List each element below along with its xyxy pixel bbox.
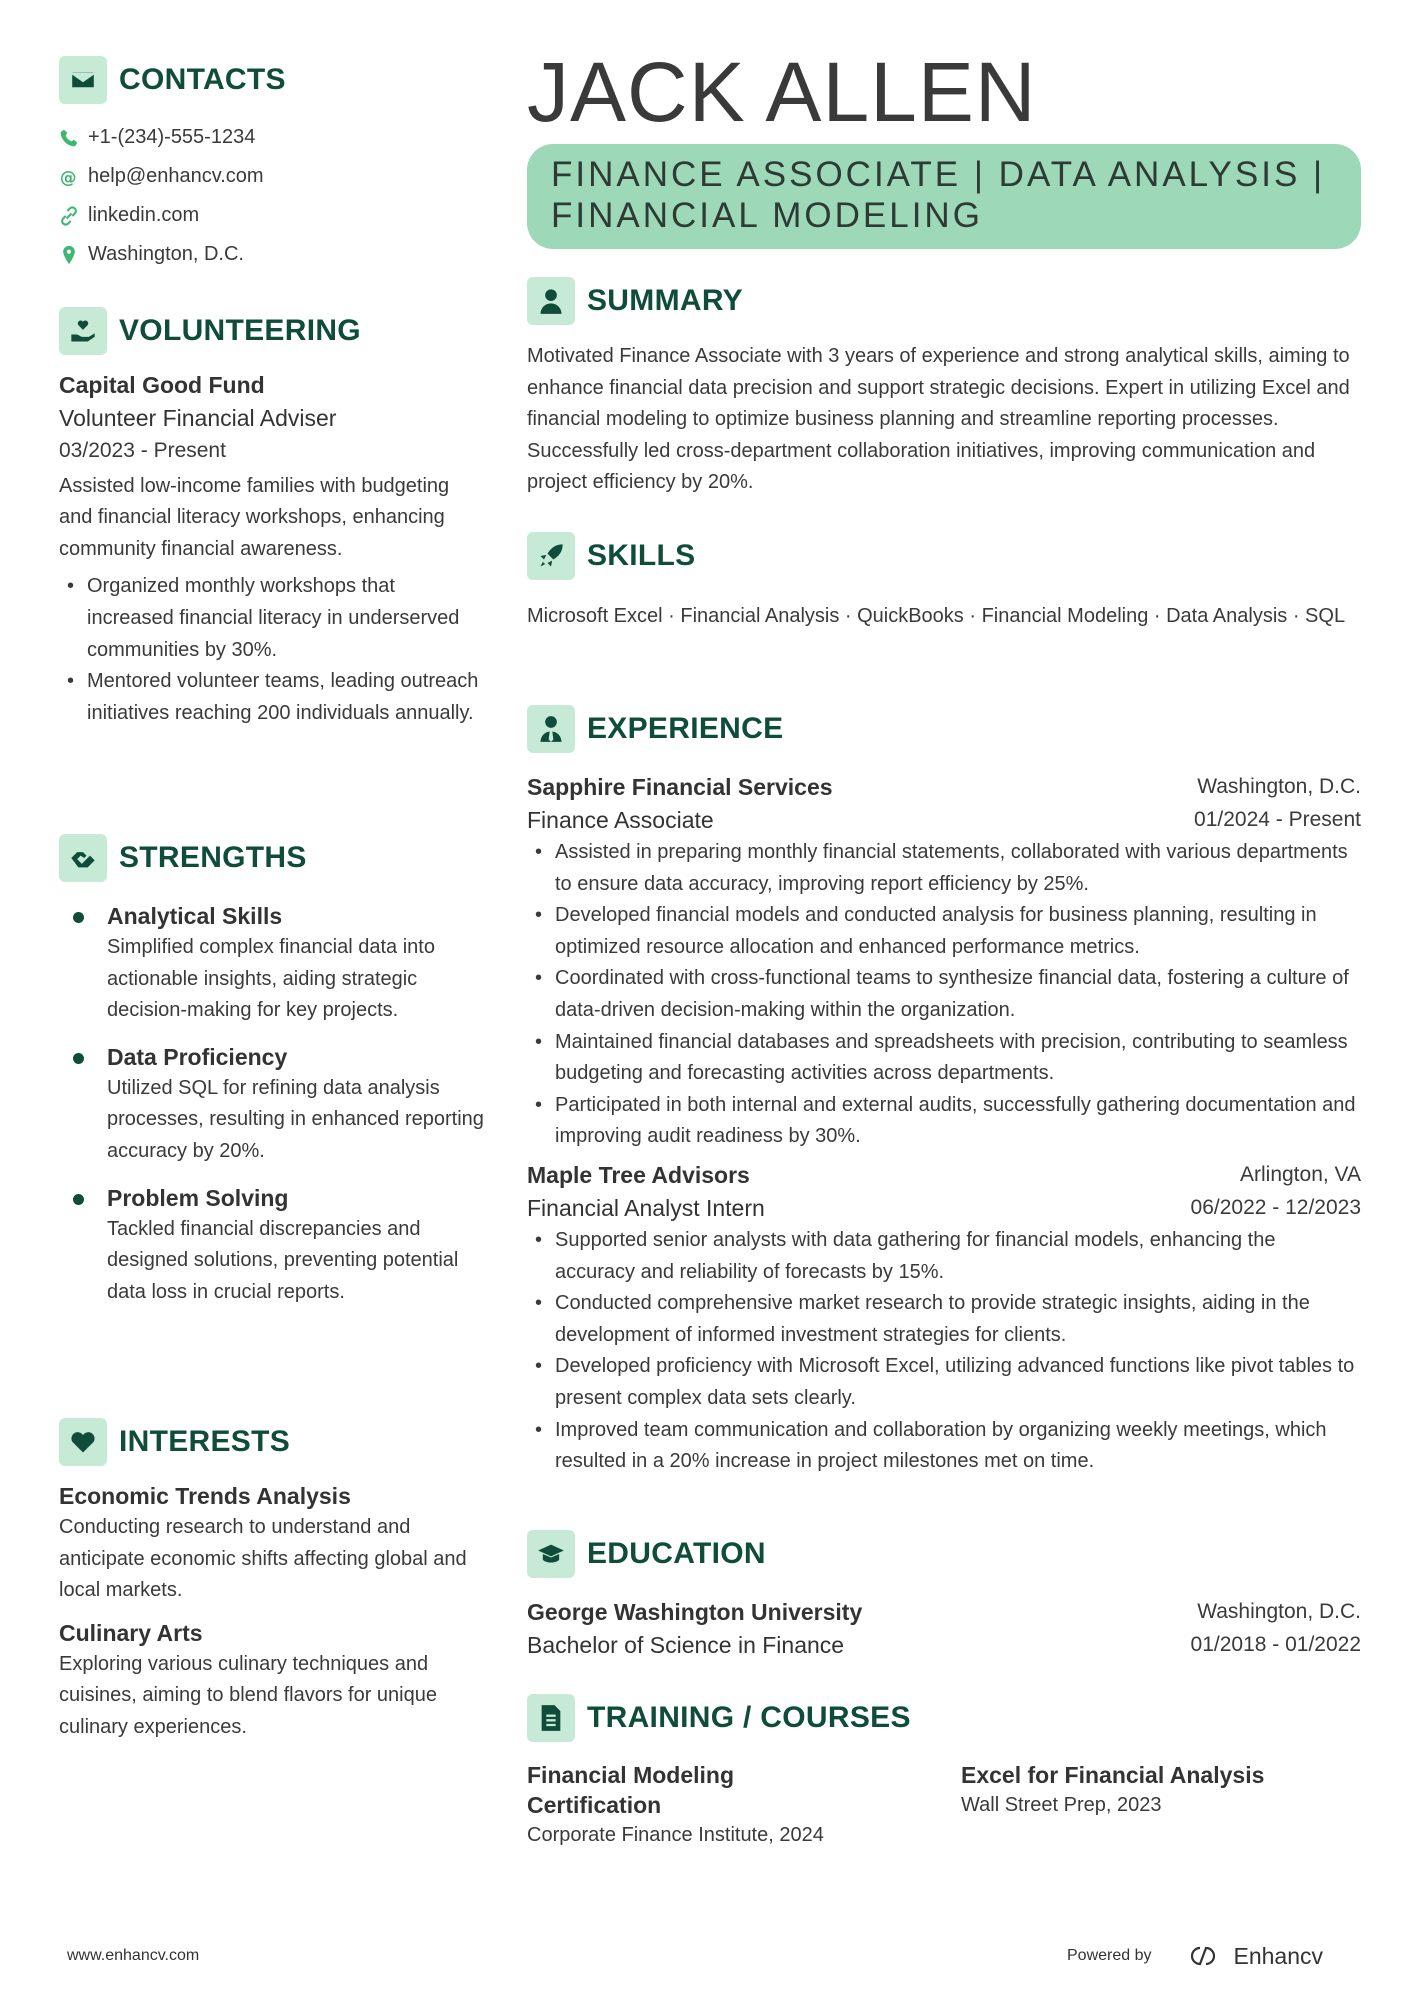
- interest-desc: Conducting research to understand and anticipate economic shifts affecting global and local markets.: [59, 1516, 467, 1602]
- helping-hand-heart-icon: [59, 307, 107, 355]
- strength-item: Data Proficiency Utilized SQL for refining data analysis processes, resulting in enhanced reporting accuracy by 20%.: [59, 1041, 484, 1168]
- contact-link[interactable]: linkedin.com: [59, 196, 484, 235]
- document-icon: [527, 1694, 575, 1742]
- businessman-icon: [527, 705, 575, 753]
- phone-icon: [59, 128, 79, 148]
- summary-section: [527, 277, 1361, 499]
- svg-text:@: @: [59, 167, 77, 187]
- interests-section: [59, 1418, 484, 1744]
- strength-item: Problem Solving Tackled financial discrepancies and designed solutions, preventing potential data loss in crucial reports.: [59, 1182, 484, 1309]
- contact-phone: +1-(234)-555-1234: [59, 118, 484, 157]
- degree: Bachelor of Science in Finance: [527, 1632, 845, 1658]
- description: Assisted low-income families with budgeting and financial literacy workshops, enhancing community financial awareness.: [59, 474, 450, 560]
- course-item: Excel for Financial Analysis Wall Street Prep, 2023: [961, 1762, 1265, 1816]
- contact-email[interactable]: @ help@enhancv.com: [59, 165, 264, 187]
- section-heading: SUMMARY: [587, 284, 743, 317]
- section-heading: CONTACTS: [119, 63, 286, 96]
- at-icon: [59, 167, 79, 187]
- education-section: EDUCATION George Washington University Washington, D.C. Bachelor of Science in Finance 01/2018 - 01/2022: [527, 1530, 1361, 1662]
- title-banner: FINANCE ASSOCIATE | DATA ANALYSIS | FINANCIAL MODELING: [527, 144, 1361, 249]
- bullet: • Mentored volunteer teams, leading outreach initiatives reaching 200 individuals annually.: [59, 666, 484, 729]
- experience-section: [527, 705, 1361, 1478]
- role: Volunteer Financial Adviser: [59, 405, 337, 431]
- link-icon: [59, 206, 79, 226]
- section-heading: SKILLS: [587, 539, 696, 572]
- bullet: • Organized monthly workshops that increased financial literacy in underserved communities by 30%.: [59, 571, 484, 666]
- heart-icon: [59, 1418, 107, 1466]
- skills-list: Microsoft Excel · Financial Analysis · QuickBooks · Financial Modeling · Data Analysis · SQL: [527, 605, 1346, 627]
- section-heading: TRAINING / COURSES: [587, 1701, 911, 1734]
- section-heading: STRENGTHS: [119, 841, 307, 874]
- strength-item: Analytical Skills Simplified complex financial data into actionable insights, aiding strategic decision-making for key projects.: [59, 900, 484, 1027]
- course-item: Financial Modeling Certification Corporate Finance Institute, 2024: [527, 1762, 824, 1846]
- interest-title: Culinary Arts: [59, 1619, 203, 1646]
- section-heading: VOLUNTEERING: [119, 314, 361, 347]
- graduation-cap-icon: [527, 1530, 575, 1578]
- footer-website[interactable]: www.enhancv.com: [67, 1947, 200, 1964]
- org-name: Capital Good Fund: [59, 372, 265, 398]
- volunteering-section: [59, 307, 484, 729]
- contact-location: Washington, D.C.: [59, 235, 484, 274]
- section-heading: EXPERIENCE: [587, 712, 784, 745]
- rocket-icon: [527, 532, 575, 580]
- job-entry: Maple Tree Advisors Arlington, VA Financial Analyst Intern 06/2022 - 12/2023 • Supported senior analysts with data gathering for financial models, enhancing the accuracy and reliability of forecasts by 15%. • Conducted comprehensive market research to provide strategic insights, aiding in the development of informed investment strategies for clients. • Developed proficiency with Microsoft Excel, utilizing advanced functions like pivot tables to present complex data sets clearly. • Improved team communication and collaboration by organizing weekly meetings, which resulted in a 20% increase in project milestones met on time.: [527, 1159, 1361, 1478]
- candidate-name: JACK ALLEN: [527, 45, 1037, 139]
- summary-text: Motivated Finance Associate with 3 years of experience and strong analytical skills, aiming to enhance financial data precision and support strategic decisions. Expert in utilizing Excel and financial modeling to optimize business planning and streamline reporting processes. Successfully led cross-department collaboration initiatives, improving communication and project efficiency by 20%.: [527, 345, 1350, 494]
- interest-desc: Exploring various culinary techniques and cuisines, aiming to blend flavors for unique culinary experiences.: [59, 1652, 437, 1738]
- interest-title: Economic Trends Analysis: [59, 1483, 351, 1509]
- job-entry: Sapphire Financial Services Washington, D.C. Finance Associate 01/2024 - Present • Assisted in preparing monthly financial statements, collaborated with various departments to ensure data accuracy, improving report efficiency by 25%. • Developed financial models and conducted analysis for business planning, resulting in optimized resource allocation and enhanced performance metrics. • Coordinated with cross-functional teams to synthesize financial data, fostering a culture of data-driven decision-making within the organization. • Maintained financial databases and spreadsheets with precision, contributing to seamless budgeting and forecasting activities across departments. • Participated in both internal and external audits, successfully gathering documentation and improving audit readiness by 30%.: [527, 771, 1361, 1153]
- skills-section: [527, 532, 1361, 635]
- strengths-section: [59, 834, 484, 1322]
- contacts-section: [59, 56, 484, 274]
- dates: 03/2023 - Present: [59, 439, 226, 462]
- powered-by[interactable]: Powered by Enhancv: [1067, 1942, 1324, 1969]
- enhancv-logo-icon: [1180, 1943, 1226, 1969]
- section-heading: EDUCATION: [587, 1537, 766, 1570]
- location-pin-icon: [59, 245, 79, 265]
- envelope-icon: [59, 56, 107, 104]
- training-section: [527, 1694, 1361, 1852]
- handshake-icon: [59, 834, 107, 882]
- user-icon: [527, 277, 575, 325]
- school: George Washington University: [527, 1599, 863, 1625]
- section-heading: INTERESTS: [119, 1425, 291, 1458]
